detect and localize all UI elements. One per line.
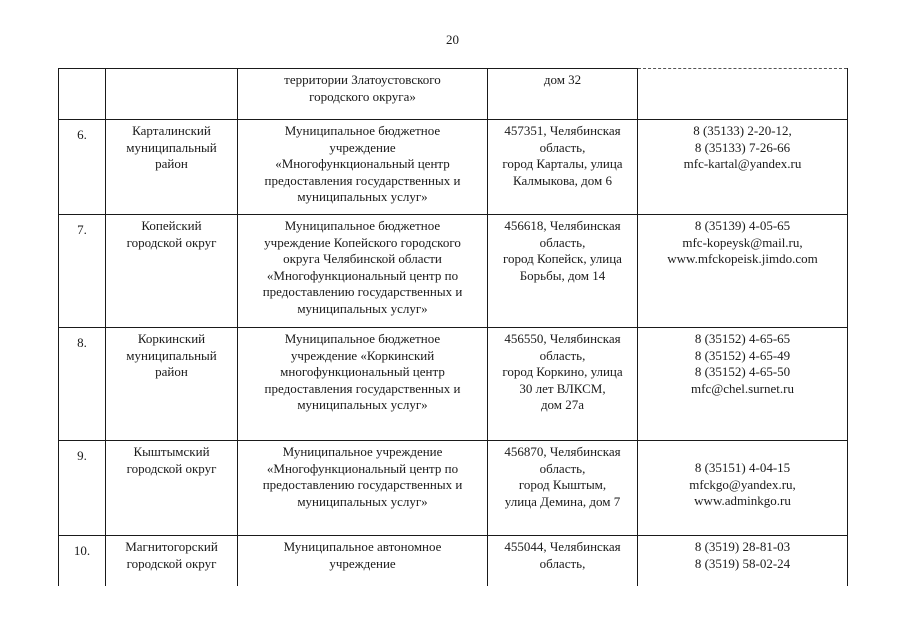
institution-cell [238, 69, 488, 120]
address-line: дом 32 [543, 72, 582, 87]
address-cell [488, 120, 638, 215]
address-line: Калмыкова, дом 6 [512, 172, 613, 188]
address-line: область, [539, 555, 586, 571]
district-line: городской округ [126, 460, 217, 476]
phone-line: 8 (35152) 4-65-50 [694, 364, 791, 379]
district-line: Магнитогорский [125, 539, 218, 554]
phone-line: 8 (35152) 4-65-65 [694, 331, 791, 346]
contacts-cell [638, 441, 848, 536]
address-line: 455044, Челябинская [504, 539, 621, 554]
page-number: 20 [446, 32, 459, 47]
institution-cell [238, 215, 488, 328]
institution-line: муниципальных услуг» [297, 189, 428, 204]
address-line: город Кыштым, [518, 477, 607, 492]
district-cell [106, 536, 238, 586]
contacts-cell [638, 120, 848, 215]
phone-line: 8 (3519) 58-02-24 [694, 555, 791, 571]
table-row [59, 441, 848, 536]
address-line: область, [539, 460, 586, 476]
institution-line: учреждение Копейского городского [264, 234, 461, 250]
phone-line: 8 (35152) 4-65-49 [694, 347, 791, 363]
institution-line: муниципальных услуг» [297, 300, 428, 316]
address-line: 456618, Челябинская [504, 218, 621, 233]
address-line: область, [539, 234, 586, 250]
contacts-cell [638, 536, 848, 586]
contacts-cell [638, 215, 848, 328]
district-cell [106, 69, 238, 120]
address-line: город Копейск, улица [503, 251, 622, 266]
institution-line: предоставлению государственных и [262, 477, 463, 492]
institution-line: учреждение «Коркинский [290, 347, 435, 363]
institution-line: Муниципальное бюджетное [284, 331, 441, 346]
email-line: mfc-kartal@yandex.ru [683, 156, 802, 171]
institution-line: Муниципальное бюджетное [284, 218, 441, 233]
row-number: 9. [59, 441, 106, 536]
district-cell [106, 328, 238, 441]
address-line: дом 27а [540, 397, 585, 412]
district-line: район [155, 156, 188, 171]
address-line: 30 лет ВЛКСМ, [519, 380, 606, 396]
institution-line: Муниципальное учреждение [282, 444, 443, 459]
address-line: Борьбы, дом 14 [519, 267, 606, 283]
institution-line: муниципальных услуг» [297, 397, 428, 412]
address-cell [488, 215, 638, 328]
website-line: www.adminkgo.ru [694, 493, 791, 508]
institution-line: территории Златоустовского [284, 72, 441, 87]
email-line: mfc@chel.surnet.ru [691, 380, 794, 396]
institution-line: Муниципальное бюджетное [284, 123, 441, 138]
phone-line: 8 (35133) 2-20-12, [693, 123, 792, 138]
row-number: 10. [59, 536, 106, 586]
address-line: 456550, Челябинская [504, 331, 621, 346]
institution-line: учреждение [329, 139, 396, 155]
table-row [59, 69, 848, 120]
phone-line: 8 (35133) 7-26-66 [694, 139, 791, 155]
address-line: область, [539, 347, 586, 363]
address-line: 456870, Челябинская [504, 444, 621, 459]
address-cell [488, 69, 638, 120]
address-line: город Карталы, улица [502, 156, 623, 171]
district-cell [106, 441, 238, 536]
institution-cell [238, 328, 488, 441]
district-line: район [155, 364, 188, 379]
district-line: Кыштымский [133, 444, 210, 459]
address-cell [488, 441, 638, 536]
institution-line: «Многофункциональный центр [275, 156, 450, 171]
email-line: mfc-kopeysk@mail.ru, [682, 234, 803, 250]
table-row [59, 215, 848, 328]
institution-line: «Многофункциональный центр по [266, 267, 459, 283]
institution-line: городского округа» [309, 88, 416, 104]
district-line: Коркинский [137, 331, 206, 346]
phone-line: 8 (3519) 28-81-03 [694, 539, 791, 554]
institution-cell [238, 536, 488, 586]
district-line: Карталинский [132, 123, 211, 138]
phone-line: 8 (35139) 4-05-65 [694, 218, 791, 233]
row-number: 8. [59, 328, 106, 441]
district-line: городской округ [126, 234, 217, 250]
district-line: Копейский [141, 218, 202, 233]
contacts-spacer [641, 444, 844, 460]
address-cell [488, 536, 638, 586]
district-line: муниципальный [126, 347, 217, 363]
address-line: улица Демина, дом 7 [504, 493, 621, 509]
address-line: город Коркино, улица [502, 364, 623, 379]
row-number [59, 69, 106, 120]
institution-line: округа Челябинской области [283, 251, 442, 266]
address-line: область, [539, 139, 586, 155]
institution-line: предоставлению государственных и [262, 284, 463, 299]
contacts-cell [638, 69, 848, 120]
district-line: муниципальный [126, 139, 217, 155]
mfc-table [58, 68, 848, 586]
contacts-cell [638, 328, 848, 441]
address-cell [488, 328, 638, 441]
table-row [59, 536, 848, 586]
institution-line: Муниципальное автономное [283, 539, 442, 554]
table-row [59, 120, 848, 215]
district-cell [106, 215, 238, 328]
table-row [59, 328, 848, 441]
institution-cell [238, 441, 488, 536]
institution-line: многофункциональный центр [280, 364, 445, 379]
institution-line: муниципальных услуг» [297, 493, 428, 509]
institution-line: предоставления государственных и [264, 380, 461, 396]
website-line: www.mfckopeisk.jimdo.com [667, 251, 818, 266]
row-number: 7. [59, 215, 106, 328]
district-line: городской округ [126, 555, 217, 571]
address-line: 457351, Челябинская [504, 123, 621, 138]
institution-line: учреждение [329, 555, 396, 571]
institution-line: «Многофункциональный центр по [266, 460, 459, 476]
institution-line: предоставления государственных и [264, 172, 461, 188]
institution-cell [238, 120, 488, 215]
row-number: 6. [59, 120, 106, 215]
phone-line: 8 (35151) 4-04-15 [694, 460, 791, 475]
district-cell [106, 120, 238, 215]
email-line: mfckgo@yandex.ru, [689, 476, 796, 492]
